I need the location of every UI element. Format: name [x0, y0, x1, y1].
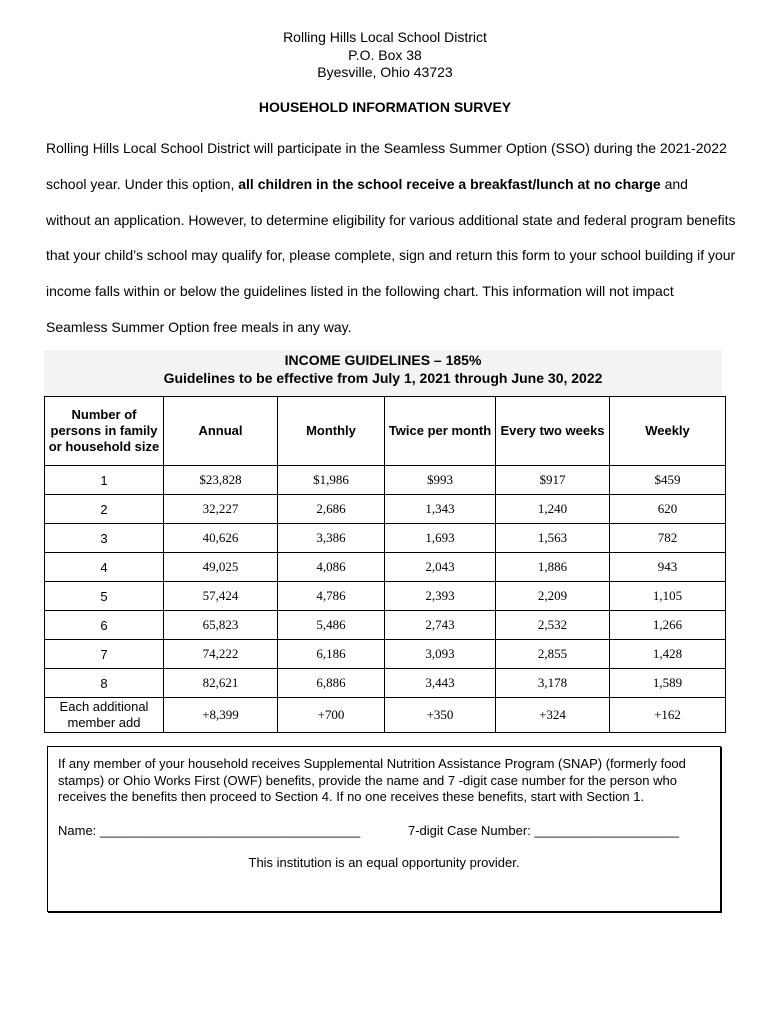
- annual-cell: 57,424: [164, 582, 278, 611]
- monthly-cell: 6,886: [278, 669, 385, 698]
- every-two-weeks-cell: 1,886: [496, 553, 610, 582]
- annual-cell: 32,227: [164, 495, 278, 524]
- weekly-cell: 620: [610, 495, 726, 524]
- household-size-cell: 8: [45, 669, 164, 698]
- weekly-cell: $459: [610, 466, 726, 495]
- table-row: [45, 553, 726, 582]
- every-two-weeks-cell: 3,178: [496, 669, 610, 698]
- monthly-cell: 4,086: [278, 553, 385, 582]
- table-row: [45, 524, 726, 553]
- letterhead: [0, 29, 770, 82]
- table-row: [45, 611, 726, 640]
- weekly-cell: 1,589: [610, 669, 726, 698]
- snap-instructions: If any member of your household receives Supplemental Nutrition Assistance Program (SNAP) (formerly food stamps) or Ohio Works First (OWF) benefits, provide the name and 7 -digit case number for the person who receives the benefits then proceed to Section 4. If no one receives these benefits, start with Section 1.: [58, 756, 686, 804]
- weekly-cell: 1,428: [610, 640, 726, 669]
- every-two-weeks-cell: +324: [496, 698, 610, 733]
- annual-cell: 65,823: [164, 611, 278, 640]
- monthly-cell: +700: [278, 698, 385, 733]
- twice-per-month-cell: $993: [385, 466, 496, 495]
- snap-benefits-box: [47, 746, 721, 912]
- every-two-weeks-cell: $917: [496, 466, 610, 495]
- intro-text-1: Rolling Hills Local School District will participate in the Seamless Summer Option (SSO) during the 2021-2022 school year. Under this option,: [46, 140, 727, 192]
- case-number-field[interactable]: 7-digit Case Number: ____________________: [408, 822, 680, 838]
- twice-per-month-cell: 3,443: [385, 669, 496, 698]
- annual-cell: 49,025: [164, 553, 278, 582]
- household-size-cell: 3: [45, 524, 164, 553]
- table-row: [45, 582, 726, 611]
- table-row-additional-member: [45, 698, 726, 733]
- monthly-cell: $1,986: [278, 466, 385, 495]
- twice-per-month-cell: 2,743: [385, 611, 496, 640]
- annual-cell: 82,621: [164, 669, 278, 698]
- weekly-cell: 943: [610, 553, 726, 582]
- annual-cell: 74,222: [164, 640, 278, 669]
- column-header: Number of persons in family or household size: [45, 397, 164, 466]
- table-row: [45, 495, 726, 524]
- monthly-cell: 5,486: [278, 611, 385, 640]
- address-line-2: Byesville, Ohio 43723: [317, 64, 453, 80]
- household-size-cell: 1: [45, 466, 164, 495]
- table-row: [45, 466, 726, 495]
- monthly-cell: 3,386: [278, 524, 385, 553]
- household-size-cell: 6: [45, 611, 164, 640]
- table-row: [45, 669, 726, 698]
- weekly-cell: 782: [610, 524, 726, 553]
- table-row: [45, 640, 726, 669]
- twice-per-month-cell: +350: [385, 698, 496, 733]
- monthly-cell: 4,786: [278, 582, 385, 611]
- monthly-cell: 2,686: [278, 495, 385, 524]
- twice-per-month-cell: 3,093: [385, 640, 496, 669]
- snap-fields: [58, 823, 710, 838]
- guidelines-subtitle: Guidelines to be effective from July 1, 2021 through June 30, 2022: [163, 370, 603, 386]
- household-size-cell: Each additional member add: [45, 698, 164, 733]
- name-field[interactable]: Name: ____________________________________: [58, 822, 361, 838]
- every-two-weeks-cell: 2,855: [496, 640, 610, 669]
- column-header: Annual: [164, 397, 278, 466]
- address-line-1: P.O. Box 38: [348, 46, 422, 63]
- twice-per-month-cell: 2,043: [385, 553, 496, 582]
- column-header: Weekly: [610, 397, 726, 466]
- annual-cell: +8,399: [164, 698, 278, 733]
- monthly-cell: 6,186: [278, 640, 385, 669]
- every-two-weeks-cell: 1,563: [496, 524, 610, 553]
- column-header: Every two weeks: [496, 397, 610, 466]
- income-guidelines-header: [44, 350, 722, 396]
- weekly-cell: 1,266: [610, 611, 726, 640]
- equal-opportunity-statement: This institution is an equal opportunity provider.: [248, 854, 520, 870]
- twice-per-month-cell: 2,393: [385, 582, 496, 611]
- every-two-weeks-cell: 2,209: [496, 582, 610, 611]
- household-size-cell: 5: [45, 582, 164, 611]
- district-name: Rolling Hills Local School District: [283, 29, 487, 45]
- annual-cell: 40,626: [164, 524, 278, 553]
- income-guidelines-table: [44, 396, 726, 733]
- weekly-cell: +162: [610, 698, 726, 733]
- twice-per-month-cell: 1,343: [385, 495, 496, 524]
- twice-per-month-cell: 1,693: [385, 524, 496, 553]
- every-two-weeks-cell: 1,240: [496, 495, 610, 524]
- household-size-cell: 4: [45, 553, 164, 582]
- table-header-row: [45, 397, 726, 466]
- intro-text-2: and without an application. However, to determine eligibility for various additional state and federal program benefits that your child’s school may qualify for, please complete, sign and return this form to your school building if your income falls within or below the guidelines listed in the following chart. This information will not impact Seamless Summer Option free meals in any way.: [46, 175, 736, 335]
- every-two-weeks-cell: 2,532: [496, 611, 610, 640]
- column-header: Twice per month: [385, 397, 496, 466]
- household-size-cell: 7: [45, 640, 164, 669]
- weekly-cell: 1,105: [610, 582, 726, 611]
- annual-cell: $23,828: [164, 466, 278, 495]
- intro-paragraph: [46, 131, 736, 346]
- survey-title: HOUSEHOLD INFORMATION SURVEY: [258, 99, 512, 115]
- intro-bold-text: all children in the school receive a breakfast/lunch at no charge: [238, 175, 661, 192]
- column-header: Monthly: [278, 397, 385, 466]
- household-size-cell: 2: [45, 495, 164, 524]
- guidelines-title: INCOME GUIDELINES – 185%: [284, 352, 482, 368]
